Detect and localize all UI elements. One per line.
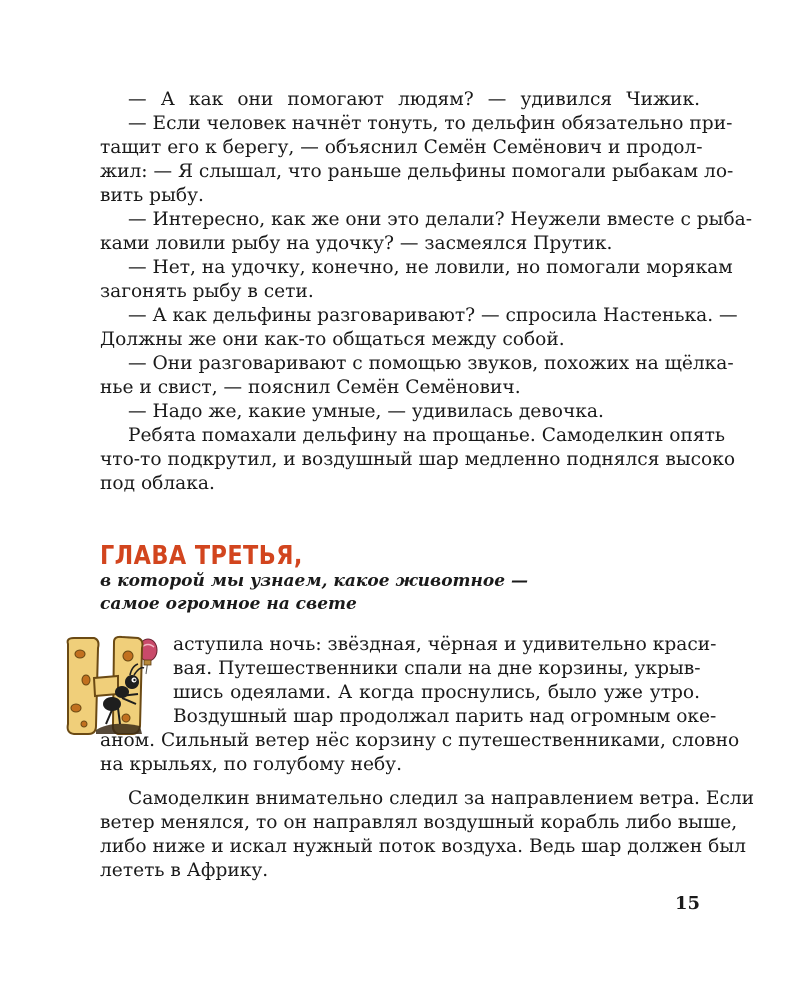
chapter-subtitle: в которой мы узнаем, какое животное — bbox=[100, 571, 528, 591]
paragraph-line: вая. Путешественники спали на дне корзины, укрыв- bbox=[173, 658, 701, 679]
paragraph-line: нье и свист, — пояснил Семён Семёнович. bbox=[100, 377, 521, 398]
paragraph-line: вить рыбу. bbox=[100, 185, 204, 206]
paragraph-line: лететь в Африку. bbox=[100, 860, 269, 881]
paragraph-line: ками ловили рыбу на удочку? — засмеялся Прутик. bbox=[100, 233, 613, 254]
page-number: 15 bbox=[674, 893, 700, 914]
paragraph-line: Самоделкин внимательно следил за направлением ветра. Если bbox=[128, 788, 755, 809]
paragraph-line: Воздушный шар продолжал парить над огромным оке- bbox=[173, 706, 717, 727]
paragraph-line: — Нет, на удочку, конечно, не ловили, но помогали морякам bbox=[128, 257, 733, 278]
paragraph-line: Ребята помахали дельфину на прощанье. Самоделкин опять bbox=[128, 425, 725, 446]
paragraph-line: на крыльях, по голубому небу. bbox=[100, 754, 403, 775]
paragraph-line: — Если человек начнёт тонуть, то дельфин обязательно при- bbox=[128, 113, 733, 134]
paragraph-line: — А как они помогают людям? — удивился Чижик. bbox=[128, 89, 700, 110]
paragraph-line: аступила ночь: звёздная, чёрная и удивительно краси- bbox=[173, 634, 717, 655]
drop-cap-illustration bbox=[62, 630, 174, 740]
paragraph-line: — А как дельфины разговаривают? — спросила Настенька. — bbox=[128, 305, 738, 326]
paragraph-line: — Они разговаривают с помощью звуков, похожих на щёлка- bbox=[128, 353, 734, 374]
paragraph-line: аном. Сильный ветер нёс корзину с путешественниками, словно bbox=[100, 730, 740, 751]
paragraph-line: что-то подкрутил, и воздушный шар медленно поднялся высоко bbox=[100, 449, 736, 470]
chapter-subtitle: самое огромное на свете bbox=[100, 594, 357, 614]
paragraph-line: загонять рыбу в сети. bbox=[100, 281, 314, 302]
paragraph-line: ветер менялся, то он направлял воздушный корабль либо выше, bbox=[100, 812, 738, 833]
paragraph-line: под облака. bbox=[100, 473, 215, 494]
paragraph-line: — Интересно, как же они это делали? Неужели вместе с рыба- bbox=[128, 209, 753, 230]
paragraph-line: Должны же они как-то общаться между собой. bbox=[100, 329, 565, 350]
paragraph-line: — Надо же, какие умные, — удивилась девочка. bbox=[128, 401, 604, 422]
paragraph-line: жил: — Я слышал, что раньше дельфины помогали рыбакам ло- bbox=[100, 161, 734, 182]
paragraph-line: шись одеялами. А когда проснулись, было уже утро. bbox=[173, 682, 700, 703]
paragraph-line: тащит его к берегу, — объяснил Семён Семёнович и продол- bbox=[100, 137, 703, 158]
paragraph-line: либо ниже и искал нужный поток воздуха. Ведь шар должен был bbox=[100, 836, 746, 857]
chapter-title: ГЛАВА ТРЕТЬЯ, bbox=[100, 541, 303, 571]
